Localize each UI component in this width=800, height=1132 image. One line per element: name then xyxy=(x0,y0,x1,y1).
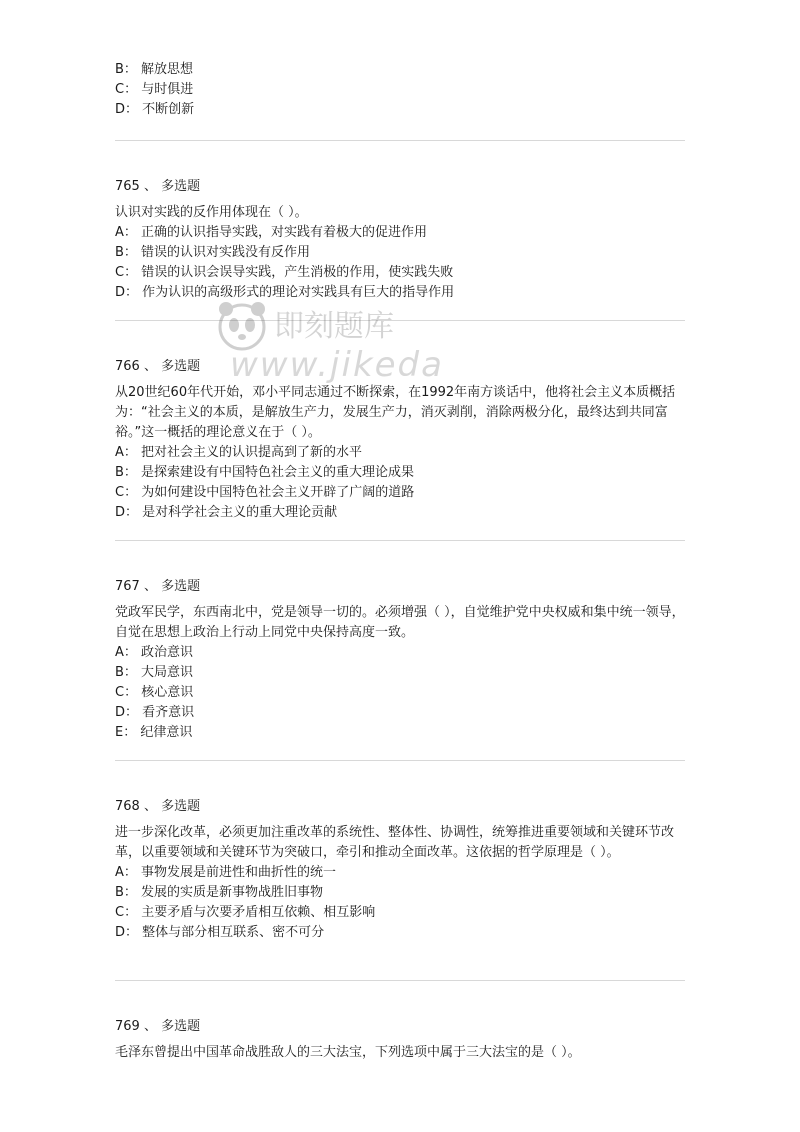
question-stem: 认识对实践的反作用体现在（ ）。 xyxy=(115,205,308,220)
divider xyxy=(115,980,685,981)
option-line: C： 与时俱进 xyxy=(115,82,194,97)
option-line: A： 正确的认识指导实践，对实践有着极大的促进作用 xyxy=(115,225,428,240)
divider xyxy=(115,320,685,321)
question-767 xyxy=(115,577,685,743)
option-line: D： 作为认识的高级形式的理论对实践具有巨大的指导作用 xyxy=(115,285,455,300)
question-766 xyxy=(115,357,685,523)
option-line: D： 是对科学社会主义的重大理论贡献 xyxy=(115,505,338,520)
question-header: 766 、 多选题 xyxy=(115,359,201,374)
option-line: E： 纪律意识 xyxy=(115,725,193,740)
option-line: B： 错误的认识对实践没有反作用 xyxy=(115,245,311,260)
watermark-site: www.jikeda xyxy=(230,345,444,385)
question-header: 765 、 多选题 xyxy=(115,179,201,194)
option-line: C： 为如何建设中国特色社会主义开辟了广阔的道路 xyxy=(115,485,415,500)
question-768 xyxy=(115,797,685,943)
question-stem: 进一步深化改革，必须更加注重改革的系统性、整体性、协调性，统筹推进重要领域和关键环节改革，以重要领域和关键环节为突破口，牵引和推动全面改革。这依据的哲学原理是（ ）。 xyxy=(115,825,675,860)
watermark-brand: 即刻题库 xyxy=(274,309,394,344)
question-stem: 毛泽东曾提出中国革命战胜敌人的三大法宝，下列选项中属于三大法宝的是（ ）。 xyxy=(115,1045,581,1060)
option-line: B： 解放思想 xyxy=(115,62,194,77)
previous-question-options xyxy=(115,60,685,120)
option-line: C： 错误的认识会误导实践，产生消极的作用，使实践失败 xyxy=(115,265,454,280)
option-line: B： 大局意识 xyxy=(115,665,194,680)
question-header: 769 、 多选题 xyxy=(115,1019,201,1034)
option-line: D： 不断创新 xyxy=(115,102,195,117)
option-line: B： 发展的实质是新事物战胜旧事物 xyxy=(115,885,324,900)
option-line: C： 核心意识 xyxy=(115,685,194,700)
option-line: A： 政治意识 xyxy=(115,645,194,660)
option-line: D： 看齐意识 xyxy=(115,705,195,720)
question-header: 767 、 多选题 xyxy=(115,579,201,594)
divider xyxy=(115,540,685,541)
divider xyxy=(115,140,685,141)
question-stem: 从20世纪60年代开始，邓小平同志通过不断探索，在1992年南方谈话中，他将社会主义本质概括为：“社会主义的本质，是解放生产力，发展生产力，消灭剥削，消除两极分化，最终达到共同富裕。”这一概括的理论意义在于（ ）。 xyxy=(115,385,676,440)
panda-icon xyxy=(212,295,272,355)
option-line: A： 把对社会主义的认识提高到了新的水平 xyxy=(115,445,363,460)
question-769 xyxy=(115,1017,685,1063)
option-line: C： 主要矛盾与次要矛盾相互依赖、相互影响 xyxy=(115,905,376,920)
question-stem: 党政军民学，东西南北中，党是领导一切的。必须增强（ ），自觉维护党中央权威和集中统一领导，自觉在思想上政治上行动上同党中央保持高度一致。 xyxy=(115,605,685,640)
divider xyxy=(115,760,685,761)
option-line: A： 事物发展是前进性和曲折性的统一 xyxy=(115,865,337,880)
option-line: B： 是探索建设有中国特色社会主义的重大理论成果 xyxy=(115,465,415,480)
question-header: 768 、 多选题 xyxy=(115,799,201,814)
option-line: D： 整体与部分相互联系、密不可分 xyxy=(115,925,325,940)
question-765 xyxy=(115,177,685,303)
